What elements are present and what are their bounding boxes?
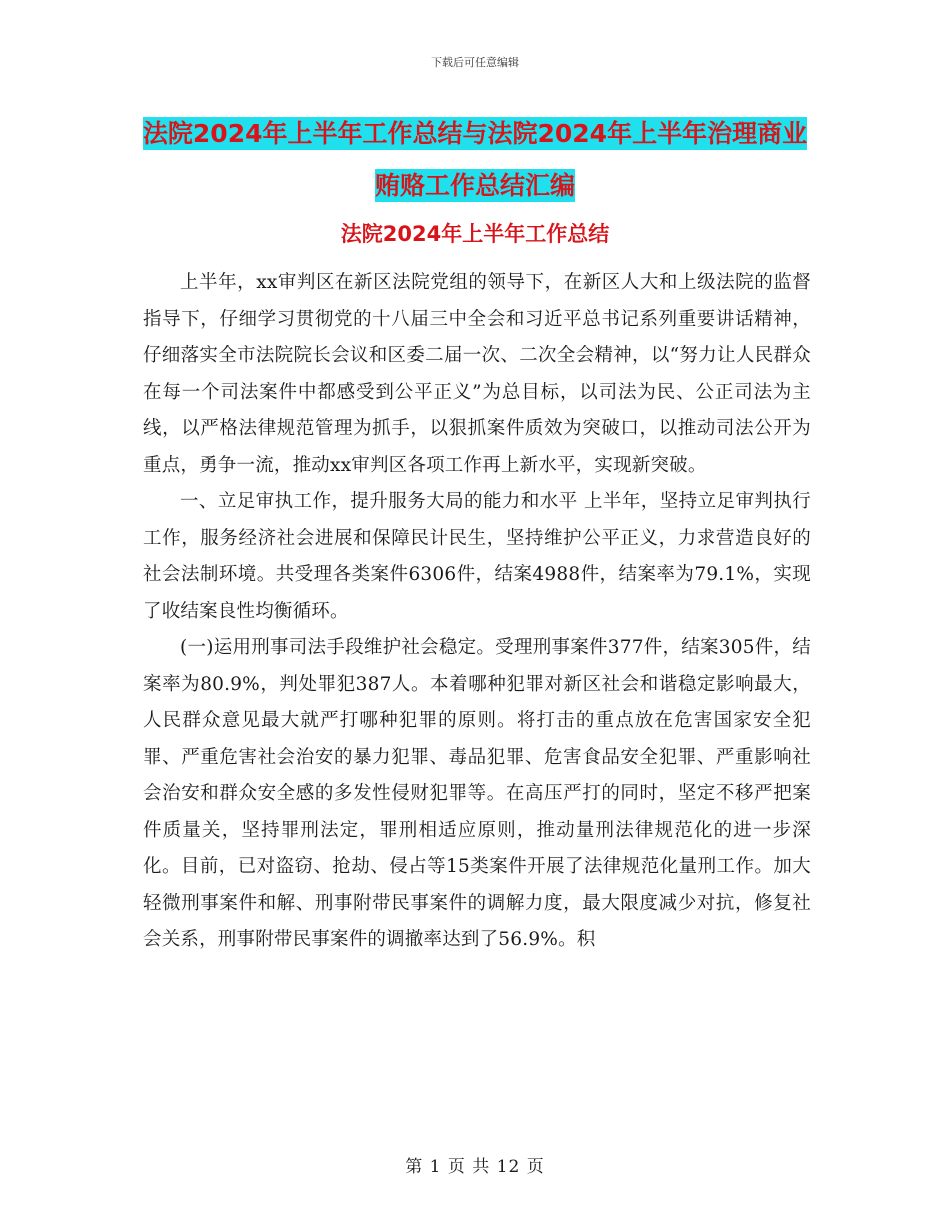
section-title: 法院2024年上半年工作总结 xyxy=(340,222,610,246)
body-paragraph: 上半年，xx审判区在新区法院党组的领导下，在新区人大和上级法院的监督指导下，仔细学习贯彻党的十八届三中全会和习近平总书记系列重要讲话精神，仔细落实全市法院院长会议和区委二届一次、二次全会精神，以“努力让人民群众在每一个司法案件中都感受到公平正义”为总目标，以司法为民、公正司法为主线，以严格法律规范管理为抓手，以狠抓案件质效为突破口，以推动司法公开为重点，勇争一流，推动xx审判区各项工作再上新水平，实现新突破。 xyxy=(143,272,811,476)
document-title xyxy=(140,108,810,212)
document-title-text: 法院2024年上半年工作总结与法院2024年上半年治理商业贿赂工作总结汇编 xyxy=(142,119,808,200)
body-paragraph: (一)运用刑事司法手段维护社会稳定。受理刑事案件377件，结案305件，结案率为80.9%，判处罪犯387人。本着哪种犯罪对新区社会和谐稳定影响最大，人民群众意见最大就严打哪种犯罪的原则。将打击的重点放在危害国家安全犯罪、严重危害社会治安的暴力犯罪、毒品犯罪、危害食品安全犯罪、严重影响社会治安和群众安全感的多发性侵财犯罪等。在高压严打的同时，坚定不移严把案件质量关，坚持罪刑法定，罪刑相适应原则，推动量刑法律规范化的进一步深化。目前，已对盗窃、抢劫、侵占等15类案件开展了法律规范化量刑工作。加大轻微刑事案件和解、刑事附带民事案件的调解力度，最大限度减少对抗，修复社会关系，刑事附带民事案件的调撤率达到了56.9%。积 xyxy=(143,637,811,950)
document-body xyxy=(143,265,811,959)
page-footer: 第 1 页 共 12 页 xyxy=(405,1157,545,1177)
header-note: 下载后可任意编辑 xyxy=(431,56,519,69)
body-paragraph: 一、立足审执工作，提升服务大局的能力和水平 上半年，坚持立足审判执行工作，服务经济社会进展和保障民计民生，坚持维护公平正义，力求营造良好的社会法制环境。共受理各类案件6306件，结案4988件，结案率为79.1%，实现了收结案良性均衡循环。 xyxy=(143,491,811,622)
